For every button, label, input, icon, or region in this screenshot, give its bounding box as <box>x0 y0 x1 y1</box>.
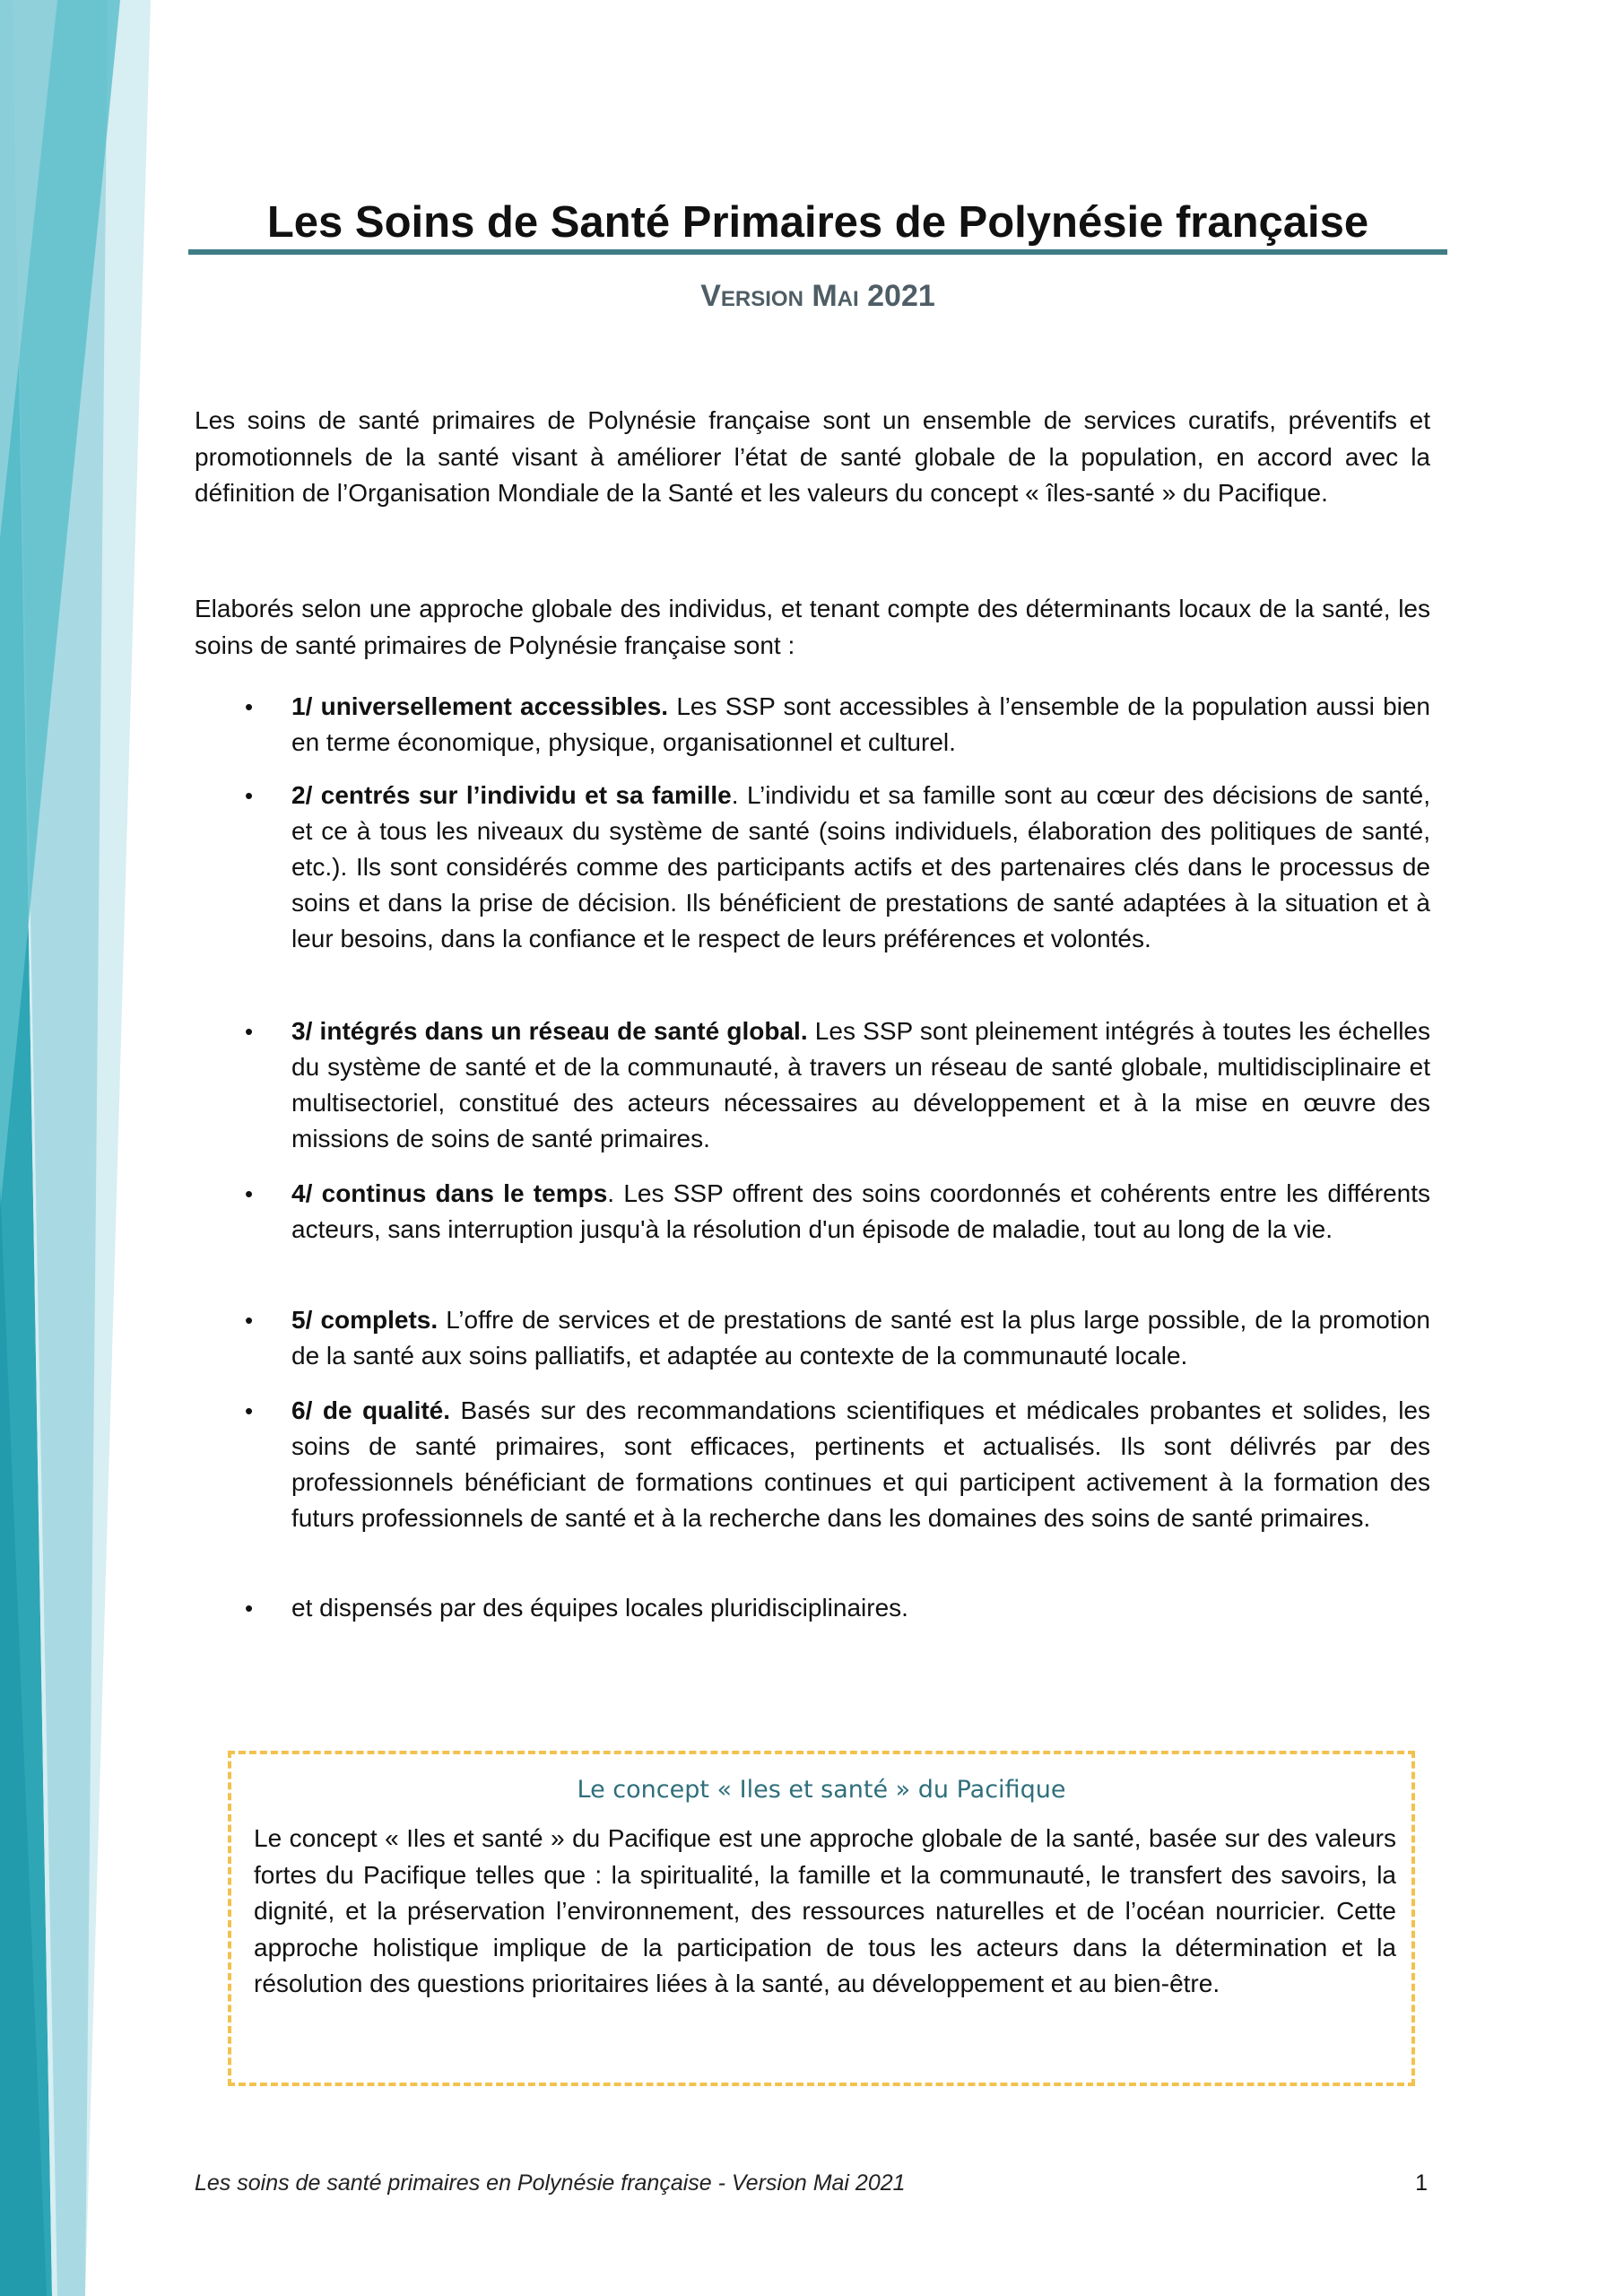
item-text: . Les SSP offrent des soins coordonnés et cohérents entre les différents acteurs, sans interruption jusqu'à la résolution d'un épisode de maladie, tout au long de la vie. <box>291 1179 1430 1243</box>
intro-paragraph: Les soins de santé primaires de Polynésie française sont un ensemble de services curatifs, préventifs et promotionnels de la santé visant à améliorer l’état de santé globale de la population, en accord avec la définition de l’Organisation Mondiale de la Santé et les valeurs du concept « îles-santé » du Pacifique. <box>195 406 1430 507</box>
list-item <box>245 1393 1430 1536</box>
page-title: Les Soins de Santé Primaires de Polynésie française <box>266 198 1369 247</box>
bullet-icon: • <box>245 693 254 720</box>
bullet-icon: • <box>245 1018 254 1045</box>
item-heading: 3/ intégrés dans un réseau de santé global. <box>291 1017 808 1045</box>
list-item <box>245 778 1430 957</box>
item-heading: 4/ continus dans le temps <box>291 1179 608 1207</box>
concept-callout-box <box>228 1751 1415 2086</box>
bullet-icon: • <box>245 1180 254 1207</box>
item-heading: 5/ complets. <box>291 1306 439 1334</box>
list-item <box>245 1176 1430 1248</box>
version-subtitle: Version Mai 2021 <box>700 279 935 313</box>
bullet-icon: • <box>245 1307 254 1334</box>
lead-paragraph: Elaborés selon une approche globale des individus, et tenant compte des déterminants locaux de la santé, les soins de santé primaires de Polynésie française sont : <box>195 595 1430 659</box>
list-item <box>245 1302 1430 1374</box>
title-underline <box>188 249 1447 255</box>
item-heading: 6/ de qualité. <box>291 1396 451 1424</box>
decorative-side-band <box>0 0 152 2296</box>
footer-text: Les soins de santé primaires en Polynésie française - Version Mai 2021 <box>195 2170 906 2196</box>
bullet-icon: • <box>245 1595 254 1622</box>
list-item <box>245 1590 1430 1626</box>
item-text: . L’individu et sa famille sont au cœur des décisions de santé, et ce à tous les niveaux du système de santé (soins individuels, élaboration des politiques de santé, etc.). Ils sont considérés comme des participants actifs et des partenaires clés dans le processus de soins et dans la prise de décision. Ils bénéficient de prestations de santé adaptées à la situation et à leur besoins, dans la confiance et le respect de leurs préférences et volontés. <box>291 781 1430 952</box>
item-text: Les SSP sont accessibles à l’ensemble de la population aussi bien en terme économique, physique, organisationnel et culturel. <box>291 692 1431 756</box>
item-text: Les SSP sont pleinement intégrés à toutes les échelles du système de santé et de la communauté, à travers un réseau de santé globale, multidisciplinaire et multisectoriel, constitué des acteurs nécessaires au développement et à la mise en œuvre des missions de soins de santé primaires. <box>291 1017 1430 1152</box>
concept-title: Le concept « Iles et santé » du Pacifique <box>577 1776 1066 1804</box>
item-heading: 2/ centrés sur l’individu et sa famille <box>291 781 732 809</box>
item-text: Basés sur des recommandations scientifiques et médicales probantes et solides, les soins de santé primaires, sont efficaces, pertinents et actualisés. Ils sont délivrés par des professionnels bénéficiant de formations continues et qui participent activement à la formation des futurs professionnels de santé et à la recherche dans les domaines des soins de santé primaires. <box>291 1396 1430 1532</box>
bullet-icon: • <box>245 1397 254 1424</box>
item-text: et dispensés par des équipes locales pluridisciplinaires. <box>291 1594 908 1622</box>
item-text: L’offre de services et de prestations de santé est la plus large possible, de la promotion de la santé aux soins palliatifs, et adaptée au contexte de la communauté locale. <box>291 1306 1430 1370</box>
list-item <box>245 1013 1430 1157</box>
page-number: 1 <box>1415 2170 1428 2196</box>
concept-text: Le concept « Iles et santé » du Pacifique est une approche globale de la santé, basée sur des valeurs fortes du Pacifique telles que : la spiritualité, la famille et la communauté, le transfert des savoirs, la dignité, et la préservation l’environnement, des ressources naturelles et de l’océan nourricier. Cette approche holistique implique de la participation de tous les acteurs dans la détermination et la résolution des questions prioritaires liées à la santé, au développement et au bien-être. <box>254 1824 1396 1997</box>
item-heading: 1/ universellement accessibles. <box>291 692 669 720</box>
bullet-icon: • <box>245 782 254 809</box>
list-item <box>245 689 1431 761</box>
